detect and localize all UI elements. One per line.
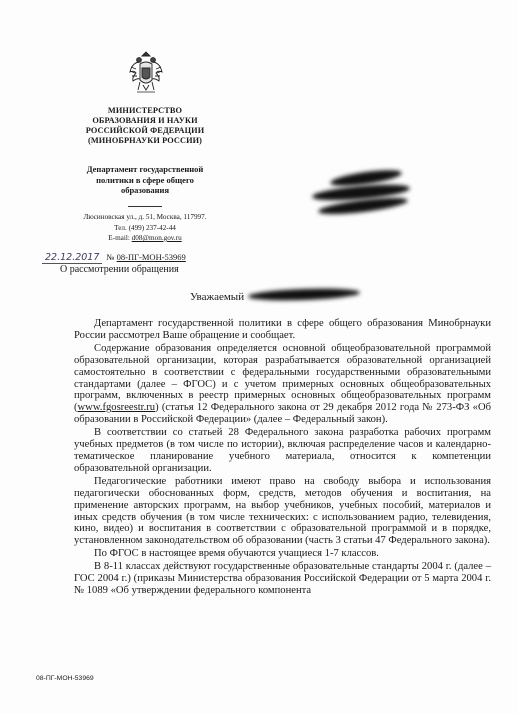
- footer-document-number: 08-ПГ-МОН-53969: [36, 675, 94, 682]
- handwritten-date: 22.12.2017: [42, 252, 102, 264]
- email-label: E-mail:: [108, 234, 132, 242]
- paragraph: Педагогические работники имеют право на свободу выбора и использования педагогически обоснованных форм, средств, методов обучения и воспитания, на применение авторских программ, на выбор учебников, учебных пособий, материалов и иных средств обучения (в том числе технических: с использованием радио, телевидения, кино, видео) и воспитания в соответствии с образовательной программой и в порядке, установленном законодательством об образовании (часть 3 статьи 47 Федерального закона).: [74, 475, 491, 547]
- department-line: политики в сфере общего: [96, 174, 194, 185]
- paragraph: В соответствии со статьей 28 Федерального закона разработка рабочих программ учебных предметов (в том числе по истории), включая распределение часов и календарно-тематическое планирование учебного материала, относится к компетенции образовательной организации.: [74, 427, 491, 474]
- department-name: [60, 164, 230, 196]
- coat-of-arms-emblem: [127, 50, 165, 96]
- letter-body: [74, 318, 491, 597]
- ministry-line: РОССИЙСКОЙ ФЕДЕРАЦИИ: [85, 126, 205, 135]
- registry-link[interactable]: www.fgosreestr.ru: [77, 402, 156, 414]
- department-line: образования: [120, 185, 170, 195]
- greeting: Уважаемый: [190, 291, 245, 303]
- paragraph-text: Содержание образования определяется основной общеобразовательной программой образовательной организации, которая разрабатывается образовательной организацией самостоятельно в соответствии с федеральными государственными образовательными стандартами (далее – ФГОС) и с учетом примерных основных общеобразовательных программ, включенных в реестр примерных основных общеобразовательных программ (: [74, 342, 491, 414]
- email-line: [60, 233, 230, 244]
- department-line: Департамент государственной: [86, 164, 204, 174]
- redacted-name: [248, 287, 360, 302]
- ministry-line: (МИНОБРНАУКИ РОССИИ): [87, 136, 203, 145]
- registration-number: 08-ПГ-МОН-53969: [116, 252, 186, 262]
- address: Люсиновская ул., д. 51, Москва, 117997.: [83, 213, 207, 221]
- ministry-name: [60, 106, 230, 146]
- contact-block: [60, 212, 230, 244]
- paragraph: [74, 343, 491, 426]
- paragraph: Департамент государственной политики в сфере общего образования Минобрнауки России рассмотрел Ваше обращение и сообщает.: [74, 318, 491, 341]
- paragraph-text: ) (статья 12 Федерального закона от 29 декабря 2012 года № 273-ФЗ «Об образовании в Российской Федерации» (далее – Федеральный закон).: [74, 402, 491, 426]
- ministry-line: ОБРАЗОВАНИЯ И НАУКИ: [92, 116, 198, 125]
- phone: Тел. (499) 237-42-44: [114, 223, 176, 232]
- paragraph: В 8-11 классах действуют государственные образовательные стандарты 2004 г. (далее – ГОС 2004 г.) (приказы Министерства образования Российской Федерации от 5 марта 2004 г. № 1089 «Об утверждении федерального компонента: [74, 561, 491, 596]
- header-divider: [128, 206, 162, 207]
- ministry-line: МИНИСТЕРСТВО: [107, 106, 183, 115]
- registration-line: [42, 252, 186, 264]
- email-link[interactable]: d08@mon.gov.ru: [131, 234, 182, 242]
- number-label: №: [106, 252, 115, 262]
- paragraph: По ФГОС в настоящее время обучаются учащиеся 1-7 классов.: [94, 548, 379, 560]
- letter-subject: О рассмотрении обращения: [60, 264, 179, 275]
